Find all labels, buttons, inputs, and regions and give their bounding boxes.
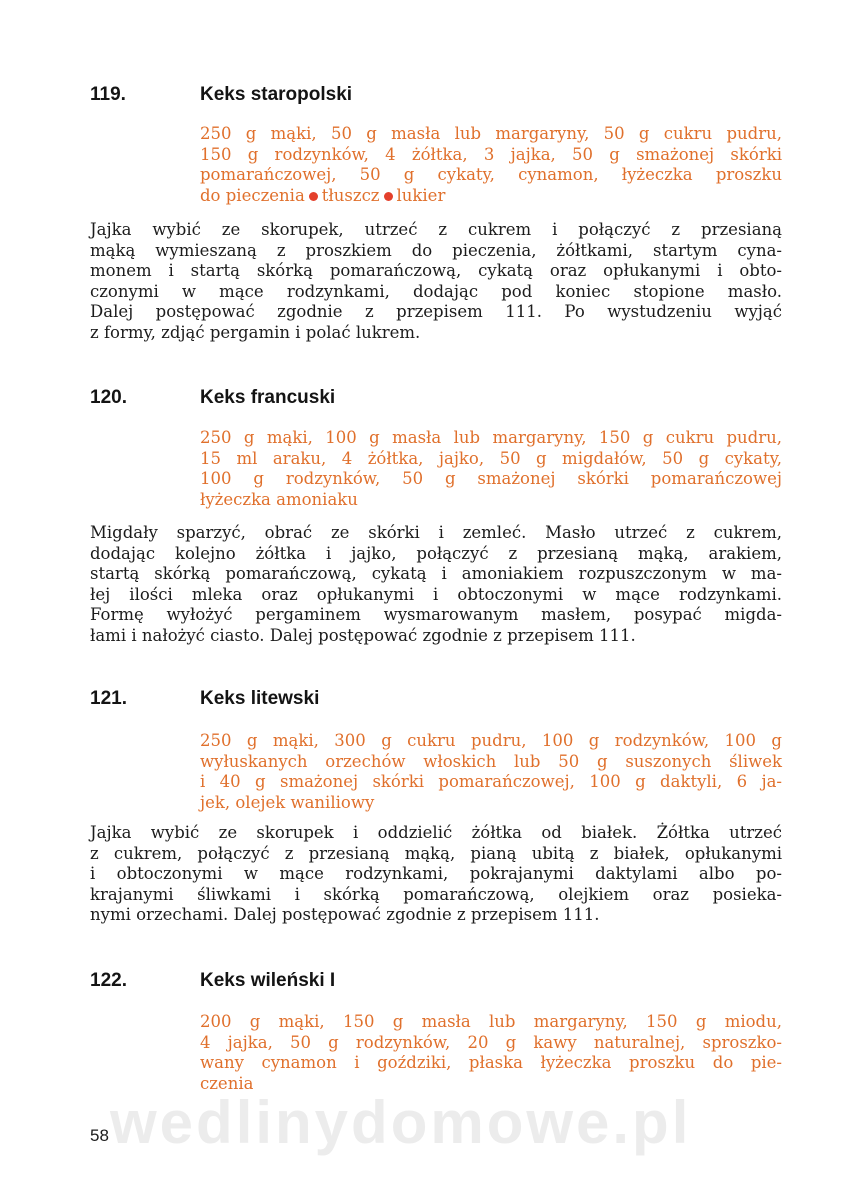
method-line: dodając kolejno żółtka i jajko, połączyć z przesianą mąką, arakiem,: [90, 543, 782, 563]
recipe-number: 121.: [90, 688, 127, 709]
method-text: [90, 220, 782, 343]
method-line: Migdały sparzyć, obrać ze skórki i zemleć. Masło utrzeć z cukrem,: [90, 523, 782, 542]
method-line: Dalej postępować zgodnie z przepisem 111. Po wystudzeniu wyjąć: [90, 302, 782, 321]
ingredients-list: [200, 731, 782, 813]
ingredients-line: 250 g mąki, 100 g masła lub margaryny, 150 g cukru pudru,: [200, 428, 782, 447]
watermark: wedlinydomowe.pl: [110, 1089, 692, 1156]
method-line: monem i startą skórką pomarańczową, cykatą oraz opłukanymi i obto-: [90, 261, 782, 280]
method-line: Jajka wybić ze skorupek i oddzielić żółtka od białek. Żółtka utrzeć: [90, 823, 782, 842]
ingredients-line: 250 g mąki, 300 g cukru pudru, 100 g rodzynków, 100 g: [200, 731, 782, 750]
ingredients-line: jek, olejek waniliowy: [200, 792, 375, 812]
bullet-dot-icon: [309, 192, 318, 201]
ingredient-text: lukier: [396, 185, 446, 205]
method-line: czonymi w mące rodzynkami, dodając pod koniec stopione masło.: [90, 281, 782, 301]
bullet-dot-icon: [384, 192, 393, 201]
ingredients-line: 250 g mąki, 50 g masła lub margaryny, 50 g cukru pudru,: [200, 124, 782, 143]
ingredient-text: do pieczenia: [200, 185, 305, 205]
recipe-title: Keks francuski: [200, 387, 336, 408]
method-line: łej ilości mleka oraz opłukanymi i obtoczonymi w mące rodzynkami.: [90, 584, 782, 604]
recipe-number: 119.: [90, 84, 126, 105]
method-line: krajanymi śliwkami i skórką pomarańczową, olejkiem oraz posieka-: [90, 884, 782, 904]
ingredients-line: i 40 g smażonej skórki pomarańczowej, 100 g daktyli, 6 ja-: [200, 772, 782, 791]
page-number: 58: [90, 1126, 109, 1145]
ingredients-line: [200, 186, 782, 207]
ingredients-line: czenia: [200, 1073, 254, 1093]
recipe-title: Keks wileński I: [200, 970, 336, 991]
recipe-title: Keks litewski: [200, 688, 320, 709]
recipe-number: 122.: [90, 970, 127, 991]
ingredients-line: 15 ml araku, 4 żółtka, jajko, 50 g migdałów, 50 g cykaty,: [200, 448, 782, 468]
ingredients-line: łyżeczka amoniaku: [200, 489, 358, 509]
method-text: [90, 823, 782, 926]
ingredients-line: 100 g rodzynków, 50 g smażonej skórki pomarańczowej: [200, 469, 782, 488]
recipe-title: Keks staropolski: [200, 84, 353, 105]
method-line: Jajka wybić ze skorupek, utrzeć z cukrem i połączyć z przesianą: [90, 220, 782, 239]
ingredients-line: 200 g mąki, 150 g masła lub margaryny, 150 g miodu,: [200, 1012, 782, 1031]
ingredients-list: [200, 1012, 782, 1094]
ingredients-line: wyłuskanych orzechów włoskich lub 50 g suszonych śliwek: [200, 751, 782, 771]
ingredients-list: [200, 124, 782, 206]
method-line: nymi orzechami. Dalej postępować zgodnie z przepisem 111.: [90, 905, 600, 924]
ingredients-line: 150 g rodzynków, 4 żółtka, 3 jajka, 50 g smażonej skórki: [200, 144, 782, 164]
method-line: mąką wymieszaną z proszkiem do pieczenia, żółtkami, startym cyna-: [90, 240, 782, 260]
method-line: startą skórką pomarańczową, cykatą i amoniakiem rozpuszczonym w ma-: [90, 564, 782, 583]
ingredients-line: wany cynamon i goździki, płaska łyżeczka proszku do pie-: [200, 1053, 782, 1072]
method-line: i obtoczonymi w mące rodzynkami, pokrajanymi daktylami albo po-: [90, 864, 782, 883]
ingredient-text: tłuszcz: [321, 185, 380, 205]
ingredients-line: pomarańczowej, 50 g cykaty, cynamon, łyżeczka proszku: [200, 165, 782, 184]
recipe-number: 120.: [90, 387, 127, 408]
recipe-heading: [90, 84, 790, 110]
method-text: [90, 523, 782, 646]
method-line: łami i nałożyć ciasto. Dalej postępować zgodnie z przepisem 111.: [90, 625, 636, 645]
recipe-heading: [90, 688, 790, 714]
method-line: z formy, zdjąć pergamin i polać lukrem.: [90, 322, 421, 342]
method-line: Formę wyłożyć pergaminem wysmarowanym masłem, posypać migda-: [90, 605, 782, 624]
recipe-heading: [90, 970, 790, 996]
recipe-heading: [90, 387, 790, 413]
method-line: z cukrem, połączyć z przesianą mąką, pianą ubitą z białek, opłukanymi: [90, 843, 782, 863]
ingredients-line: 4 jajka, 50 g rodzynków, 20 g kawy naturalnej, sproszko-: [200, 1032, 782, 1052]
ingredients-list: [200, 428, 782, 510]
